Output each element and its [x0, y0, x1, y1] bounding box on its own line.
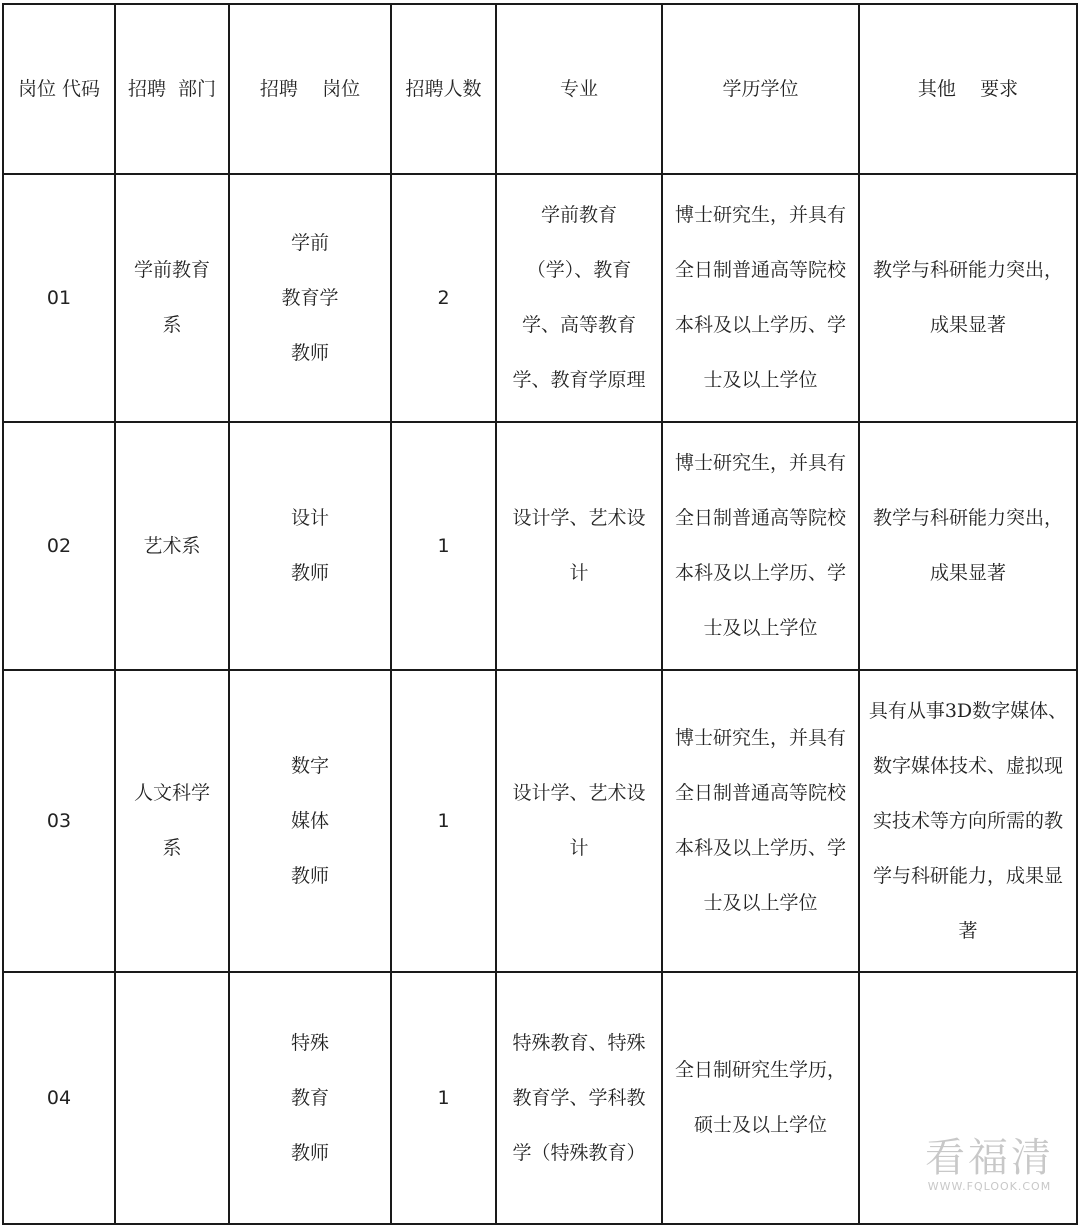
- count-cell: 2: [391, 174, 496, 422]
- position-line: 数字: [290, 754, 329, 777]
- major-line: 学前教育: [540, 204, 617, 226]
- position-line: 教师: [290, 864, 329, 887]
- degree-line: 本科及以上学历、学: [674, 314, 846, 336]
- position-line: 学前: [290, 231, 329, 254]
- major-cell: [496, 422, 662, 670]
- other-cell: [859, 670, 1077, 972]
- degree-line: 全日制普通高等院校: [674, 259, 846, 281]
- table-row: [3, 670, 1077, 972]
- other-cell: [859, 422, 1077, 670]
- department-line: 学前教育: [133, 259, 210, 281]
- department-cell: [115, 670, 229, 972]
- major-line: 计: [569, 562, 589, 584]
- position-line: 教师: [290, 562, 329, 584]
- degree-line: 本科及以上学历、学: [674, 837, 846, 859]
- degree-line: 全日制普通高等院校: [674, 782, 846, 804]
- position-line: 教育: [290, 1086, 329, 1109]
- position-cell: [229, 670, 391, 972]
- degree-cell: [662, 972, 859, 1224]
- position-line: 特殊: [290, 1031, 329, 1054]
- header-department: 招聘 部门: [115, 4, 229, 174]
- major-line: 学、教育学原理: [512, 369, 646, 391]
- position-cell: [229, 174, 391, 422]
- degree-line: 博士研究生，并具有: [674, 452, 846, 474]
- position-line: 设计: [290, 507, 329, 529]
- other-line: 具有从事3D数字媒体、: [868, 699, 1068, 722]
- post-code-cell: 03: [3, 670, 115, 972]
- other-line: 实技术等方向所需的教: [872, 809, 1063, 832]
- degree-line: 博士研究生，并具有: [674, 727, 846, 749]
- degree-line: 硕士及以上学位: [693, 1114, 827, 1136]
- degree-cell: [662, 174, 859, 422]
- department-cell: [115, 422, 229, 670]
- degree-line: 博士研究生，并具有: [674, 204, 846, 226]
- major-line: 教育学、学科教: [512, 1086, 646, 1109]
- header-other: 其他 要求: [859, 4, 1077, 174]
- major-line: 特殊教育、特殊: [512, 1031, 646, 1054]
- recruitment-table: [2, 3, 1078, 1225]
- major-line: 计: [569, 837, 589, 859]
- position-line: 教师: [290, 341, 329, 364]
- other-cell: [859, 972, 1077, 1224]
- other-line: 学与科研能力，成果显: [872, 864, 1063, 887]
- post-code-cell: 01: [3, 174, 115, 422]
- header-degree: 学历学位: [662, 4, 859, 174]
- major-line: （学）、教育: [526, 259, 632, 281]
- position-cell: [229, 422, 391, 670]
- degree-line: 本科及以上学历、学: [674, 562, 846, 584]
- degree-line: 士及以上学位: [703, 617, 818, 639]
- other-line: 成果显著: [929, 314, 1006, 336]
- other-cell: [859, 174, 1077, 422]
- major-cell: [496, 972, 662, 1224]
- degree-line: 士及以上学位: [703, 369, 818, 391]
- major-cell: [496, 670, 662, 972]
- major-cell: [496, 174, 662, 422]
- other-line: 教学与科研能力突出，: [872, 507, 1063, 529]
- header-major: 专业: [496, 4, 662, 174]
- header-post-code: 岗位 代码: [3, 4, 115, 174]
- major-line: 设计学、艺术设: [512, 507, 646, 529]
- header-row: [3, 4, 1077, 174]
- department-cell: [115, 972, 229, 1224]
- position-cell: [229, 972, 391, 1224]
- position-line: 教师: [290, 1141, 329, 1164]
- count-cell: 1: [391, 670, 496, 972]
- header-count: 招聘人数: [391, 4, 496, 174]
- other-line: 教学与科研能力突出，: [872, 259, 1063, 281]
- major-line: 学（特殊教育）: [512, 1141, 646, 1164]
- count-cell: 1: [391, 972, 496, 1224]
- degree-cell: [662, 670, 859, 972]
- major-line: 设计学、艺术设: [512, 782, 646, 804]
- department-cell: [115, 174, 229, 422]
- table-row: [3, 422, 1077, 670]
- table-row: [3, 174, 1077, 422]
- degree-cell: [662, 422, 859, 670]
- major-line: 学、高等教育: [521, 314, 636, 336]
- department-line: 系: [162, 837, 182, 859]
- header-position: 招聘 岗位: [229, 4, 391, 174]
- department-line: 系: [162, 314, 182, 336]
- department-line: 人文科学: [133, 782, 210, 804]
- position-line: 媒体: [290, 809, 329, 832]
- degree-line: 全日制研究生学历，: [674, 1059, 846, 1081]
- count-cell: 1: [391, 422, 496, 670]
- table-row: [3, 972, 1077, 1224]
- position-line: 教育学: [281, 286, 339, 309]
- watermark-logo-text: 看福清: [925, 1135, 1054, 1181]
- post-code-cell: 04: [3, 972, 115, 1224]
- degree-line: 全日制普通高等院校: [674, 507, 846, 529]
- watermark-url: WWW.FQLOOK.COM: [927, 1180, 1052, 1193]
- other-line: 数字媒体技术、虚拟现: [872, 754, 1063, 777]
- other-line: 成果显著: [929, 562, 1006, 584]
- post-code-cell: 02: [3, 422, 115, 670]
- other-line: 著: [958, 919, 978, 942]
- department-line: 艺术系: [143, 534, 201, 557]
- degree-line: 士及以上学位: [703, 892, 818, 914]
